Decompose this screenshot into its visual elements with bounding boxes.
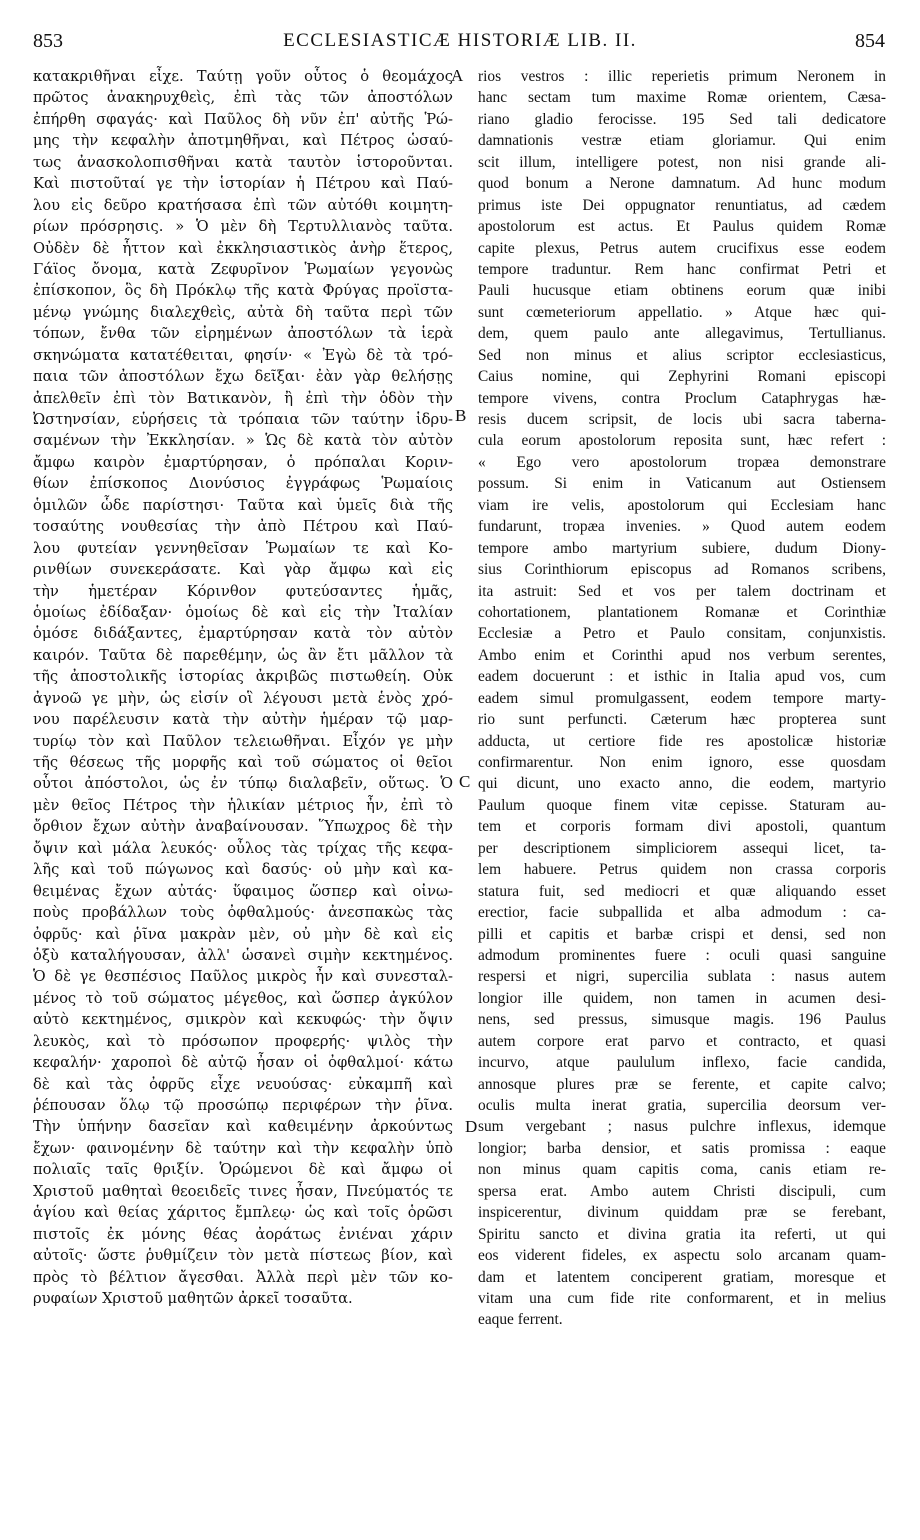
greek-text-line: ρυφαίων Χριστοῦ μαθητῶν ἀρκεῖ τοσαῦτα.	[33, 1289, 353, 1307]
latin-text-line: eadem simul promulgassent, eodem tempore marty-	[478, 689, 886, 707]
greek-text-line: πρὸς τὸ βέλτιον ἄγεσθαι. Ἀλλὰ περὶ μὲν τῶν κο-	[33, 1268, 453, 1286]
section-marker-c: C	[459, 772, 471, 791]
latin-text-line: Ecclesiæ a Petro et Paulo consitam, conjunxistis.	[478, 625, 886, 643]
latin-text-line: damnationis vestræ etiam gloriamur. Qui enim	[478, 132, 886, 150]
latin-text-line: eadem docuerunt : et isthic in Italia apud vos, cum	[478, 668, 886, 686]
right-page-number: 854	[855, 30, 885, 52]
greek-text-line: δὲ καὶ τὰς ὀφρῦς εἶχε νευούσας· εὐκαμπῆ καὶ	[33, 1075, 453, 1093]
greek-text-line: μένῳ γνώμης διαλεχθεὶς, αὐτὰ δὴ ταῦτα περὶ τῶν	[33, 303, 453, 321]
greek-text-line: νου παρέλευσιν κατὰ τὴν αὐτὴν ἡμέραν τῷ μαρ-	[33, 711, 453, 729]
latin-text-line: pilli et capitis et barbæ crispi et densi, sed non	[478, 925, 886, 943]
greek-text-line: πρῶτος ἀνακηρυχθεὶς, ἐπὶ τὰς τῶν ἀποστόλων	[33, 89, 453, 107]
greek-text-line: σκηνώματα κατατέθειται, φησίν· « Ἐγὼ δὲ τὰ τρό-	[33, 346, 453, 364]
greek-text-line: καιρόν. Ταῦτα δὲ παρεθέμην, ὡς ἂν ἔτι μᾶλλον τὰ	[33, 646, 453, 664]
greek-text-line: λῆς καὶ τοῦ πώγωνος καὶ δασύς· οὐ μὴν καὶ κα-	[33, 861, 453, 879]
greek-text-line: πολιαῖς ταῖς θριξίν. Ὁρώμενοι δὲ καὶ ἄμφω οἱ	[33, 1161, 453, 1179]
latin-text-line: sunt cœmeteriorum appellatio. » Atque hæc qui-	[478, 303, 886, 321]
latin-text-line: Sed non minus et alius scriptor ecclesiasticus,	[478, 346, 886, 364]
section-marker-d: D	[465, 1117, 478, 1136]
latin-text-line: eaque ferrent.	[478, 1311, 563, 1329]
greek-text-line: Καὶ πιστοῦταί γε τὴν ἱστορίαν ἡ Πέτρου καὶ Παύ-	[33, 175, 453, 193]
greek-text-column	[33, 66, 453, 1476]
latin-text-line: tempore vivens, contra Proclum Cataphrygas hæ-	[478, 389, 886, 407]
latin-text-line: quod bonum a Nerone damnatum. Ad hunc modum	[478, 175, 886, 193]
latin-text-line: rios vestros : illic reperietis primum Neronem in	[478, 68, 886, 85]
latin-text-line: tem et corporis formam divi apostoli, quantum	[478, 818, 886, 836]
greek-text-line: Χριστοῦ μαθηταὶ θεοειδεῖς τινες ἦσαν, Πνεύματός τε	[33, 1182, 453, 1200]
greek-text-line: Ὁ δὲ γε θεσπέσιος Παῦλος μικρὸς ἦν καὶ συνεσταλ-	[33, 968, 453, 986]
latin-text-line: nens, sed pressus, simusque magis. 196 Paulus	[478, 1011, 886, 1029]
latin-text-line: erectior, facie subpallida et alba admodum : ca-	[478, 904, 886, 922]
latin-text-line: Pauli hucusque etiam obtinens eorum quæ inibi	[478, 282, 886, 300]
greek-text-line: ὄρθιον ἔχων αὐτὴν ἀναβαίνουσαν. Ὕπωχρος δὲ τὴν	[33, 818, 453, 836]
latin-text-line: lem habuere. Petrus quidem non crassa corporis	[478, 861, 886, 879]
latin-text-line: longior; barba densior, et satis promissa : eaque	[478, 1139, 886, 1157]
greek-text-line: τῆς θέσεως τῆς μορφῆς καὶ τοῦ σώματος οἱ θεῖοι	[33, 754, 453, 771]
greek-text-line: τόπων, ἔνθα τῶν εἰρημένων ἀποστόλων τὰ ἱερὰ	[33, 325, 453, 343]
latin-text-line: confirmarentur. Non enim ignoro, esse quosdam	[478, 754, 886, 771]
greek-text-line: ῥέπουσαν ὅλῳ τῷ προσώπῳ περιφέρων τὴν ῥῖνα.	[33, 1097, 453, 1114]
latin-text-line: vitam una cum fide rite conformarent, et in melius	[478, 1289, 886, 1307]
greek-text-line: ἀγνοῶ γε μὴν, ὡς εἰσίν οἳ λέγουσι μετὰ ἑνὸς χρό-	[33, 689, 453, 707]
greek-text-line: ὄψιν καὶ μάλα λευκός· οὖλος τὰς τρίχας τῆς κεφα-	[33, 839, 453, 857]
latin-text-column	[478, 66, 886, 1476]
greek-text-line: λου φυτείαν γεννηθεῖσαν Ῥωμαίων τε καὶ Κο-	[33, 539, 453, 557]
latin-text-line: autem corpore erat parvo et contracto, et quasi	[478, 1032, 886, 1050]
page-header	[0, 30, 920, 64]
greek-text-line: κατακριθῆναι εἶχε. Ταύτῃ γοῦν οὗτος ὁ θεομάχος	[33, 68, 453, 85]
latin-text-line: sius Corinthiorum episcopus ad Romanos scribens,	[478, 561, 886, 579]
latin-text-line: dam et latentem conciperent gratiam, moresque et	[478, 1268, 886, 1286]
latin-text-line: inspicerentur, divinum quiddam præ se ferebant,	[478, 1204, 886, 1222]
latin-text-line: hanc sectam tum maxime Romæ orientem, Cæsa-	[478, 89, 886, 107]
greek-text-line: αὐτὸ κεκτημένος, σμικρὸν καὶ κεκυφώς· τὴν ὄψιν	[33, 1011, 453, 1029]
latin-text-line: per descriptionem simpliciorem assequi licet, ta-	[478, 839, 886, 857]
latin-text-line: cohortationem, plantationem Romanæ et Corinthiæ	[478, 603, 886, 621]
greek-text-line: σαμένων τὴν Ἐκκλησίαν. » Ὡς δὲ κατὰ τὸν αὐτὸν	[33, 432, 453, 450]
greek-text-line: ὁμοίως ἐδίδαξαν· ὁμοίως δὲ καὶ εἰς τὴν Ἰταλίαν	[33, 603, 453, 621]
latin-text-line: annosque plures præ se ferente, et capite calvo;	[478, 1075, 886, 1093]
greek-text-line: πιστοῖς ἐκ μόνης θέας ἀοράτως ἐνιέναι χάριν	[33, 1225, 453, 1243]
latin-text-line: ita astruit: Sed et vos per talem doctrinam et	[478, 582, 886, 600]
greek-text-line: ἔχων· φαινομένην δὲ ταύτην καὶ τὴν κεφαλὴν ὑπὸ	[33, 1139, 453, 1157]
greek-text-line: ρινθίων συνεκεράσατε. Καὶ γὰρ ἄμφω καὶ εἰς	[33, 561, 453, 579]
greek-text-line: ὁμιλῶν ὧδε παρίστησι· Ταῦτα καὶ ὑμεῖς διὰ τῆς	[33, 496, 453, 514]
latin-text-line: fundarunt, tropæa invenies. » Quod autem eodem	[478, 518, 886, 536]
greek-text-line: μης τὴν κεφαλὴν ἀποτμηθῆναι, καὶ Πέτρος ὡσαύ-	[33, 132, 453, 150]
section-marker-b: B	[455, 406, 467, 425]
latin-text-line: Paulum quoque finem vitæ cepisse. Staturam au-	[478, 796, 886, 814]
latin-text-line: « Ego vero apostolorum tropæa demonstrare	[478, 453, 886, 471]
latin-text-line: qui dicunt, uno exacto anno, die eodem, martyrio	[478, 775, 886, 793]
latin-text-line: adducta, ut certiore fide res apostolicæ historiæ	[478, 732, 886, 750]
latin-text-line: primus iste Dei oppugnator renuntiatus, ad cædem	[478, 196, 886, 214]
latin-text-line: incurvo, atque paululum inflexo, facie candida,	[478, 1054, 886, 1072]
greek-text-line: ἐπήρθη σφαγάς· καὶ Παῦλος δὴ νῦν ἐπ' αὐτῆς Ῥώ-	[33, 110, 453, 128]
latin-text-line: Ambo enim et Corinthi apud nos verbum serentes,	[478, 646, 886, 664]
greek-text-line: ὀφρῦς· καὶ ῥῖνα μακρὰν μὲν, οὐ μὴν δὲ καὶ εἰς	[33, 925, 453, 943]
greek-text-line: ἁγίου καὶ θείας χάριτος ἔμπλεῳ· ὡς καὶ τοῖς ὁρῶσι	[33, 1204, 453, 1222]
latin-text-line: riano gladio ferocisse. 195 Sed tali dedicatore	[478, 110, 886, 128]
latin-text-line: respersi et nigri, supercilia sublata : nasus autem	[478, 968, 886, 986]
latin-text-line: capite plexus, Petrus autem crucifixus esse eodem	[478, 239, 886, 257]
greek-text-line: ἄμφω καιρὸν ἐμαρτύρησαν, ὁ πρόπαλαι Κοριν-	[33, 453, 453, 471]
greek-text-line: τυρίῳ τὸν καὶ Παῦλον τελειωθῆναι. Εἶχόν γε μὴν	[33, 732, 453, 750]
latin-text-line: rio sunt perfuncti. Cæterum hæc propterea sunt	[478, 711, 886, 729]
greek-text-line: αὐτοῖς· ὥστε ῥυθμίζειν τὸν μετὰ πίστεως βίον, καὶ	[33, 1247, 453, 1265]
greek-text-line: Ὠστηνσίαν, εὑρήσεις τὰ τρόπαια τῶν ταύτην ἱδρυ-	[33, 411, 453, 428]
latin-text-line: possum. Si enim in Vaticanum aut Ostiensem	[478, 475, 886, 493]
latin-text-line: admodum prominentes fuere : oculi quasi sanguine	[478, 946, 886, 964]
greek-text-line: Οὐδὲν δὲ ἧττον καὶ ἐκκλησιαστικὸς ἀνὴρ ἕτερος,	[33, 239, 453, 257]
greek-text-line: οὗτοι ἀπόστολοι, ὡς ἐν τύπῳ διαλαβεῖν, οὕτως. Ὁ	[33, 775, 453, 793]
greek-text-line: μένος τὸ τοῦ σώματος μέγεθος, καὶ ὥσπερ ἀγκύλον	[33, 989, 453, 1007]
greek-text-line: θίων ἐπίσκοπος Διονύσιος ἐγγράφως Ῥωμαίοις	[33, 475, 453, 493]
greek-text-line: ποὺς προβάλλων τοὺς ὀφθαλμούς· ἀνεσπακὼς τὰς	[33, 904, 453, 922]
latin-text-line: viam ire velis, apostolorum qui Ecclesiam hanc	[478, 496, 886, 514]
latin-text-line: dem, quem paulo ante allegavimus, Tertullianus.	[478, 325, 886, 343]
greek-text-line: τοσαύτης νουθεσίας τὴν ἀπὸ Πέτρου καὶ Παύ-	[33, 518, 453, 536]
latin-text-line: scit illum, intelligere potest, non nisi grande ali-	[478, 153, 886, 171]
greek-text-line: λευκὸς, καὶ τὸ πρόσωπον προφερής· ψιλὸς τὴν	[33, 1032, 453, 1050]
greek-text-line: ἀπελθεῖν ἐπὶ τὸν Βατικανὸν, ἢ ἐπὶ τὴν ὁδὸν τὴν	[33, 389, 453, 407]
greek-text-line: κεφαλήν· χαροποὶ δὲ αὐτῷ ἦσαν οἱ ὀφθαλμοί· κάτω	[33, 1054, 453, 1072]
latin-text-line: spersa erat. Ambo autem Christi discipuli, cum	[478, 1182, 886, 1200]
greek-text-line: θειμένας ἔχων αὐτάς· ὕφαιμος ὥσπερ καὶ οἰνω-	[33, 882, 453, 900]
latin-text-line: tempore traduntur. Rem hanc confirmat Petri et	[478, 260, 886, 278]
greek-text-line: ἐπίσκοπον, ὃς δὴ Πρόκλῳ τῆς κατὰ Φρύγας προϊστα-	[33, 282, 453, 300]
latin-text-line: tempore ambo martyrium subiere, dudum Diony-	[478, 539, 886, 557]
latin-text-line: eos viderent fideles, ex aspectu solo arcanam quam-	[478, 1247, 886, 1265]
greek-text-line: Τὴν ὑπήνην δασεῖαν καὶ καθειμένην ἀρκούντως	[33, 1118, 453, 1136]
greek-text-line: ὀξὺ καταλήγουσαν, ἀλλ' ὡσανεὶ σιμὴν κεκτημένος.	[33, 946, 453, 964]
greek-text-line: ρίων πρόσρησις. » Ὁ μὲν δὴ Τερτυλλιανὸς ταῦτα.	[33, 218, 453, 236]
latin-text-line: Caius nomine, qui Zephyrini Romani episcopi	[478, 368, 886, 386]
latin-text-line: resis ducem scripsit, de locis ubi sacra taberna-	[478, 411, 886, 428]
greek-text-line: τὴν ἡμετέραν Κόρινθον φυτεύσαντες ἡμᾶς,	[33, 582, 453, 600]
latin-text-line: longior ille quidem, non tamen in acumen desi-	[478, 989, 886, 1007]
greek-text-line: παια τῶν ἀποστόλων ἔχω δεῖξαι· ἐὰν γὰρ θελήσῃς	[33, 368, 453, 386]
latin-text-line: statura fuit, sed mediocri et quæ aliquando esset	[478, 882, 886, 900]
greek-text-line: τῆς ἀποστολικῆς ἱστορίας ἀκριβῶς πιστωθείη. Οὐκ	[33, 668, 453, 686]
greek-text-line: λου εἰς δεῦρο κρατήσασα ἐπὶ τῶν αὐτόθι κοιμητη-	[33, 196, 453, 214]
greek-text-line: Γάϊος ὄνομα, κατὰ Ζεφυρῖνον Ῥωμαίων γεγονὼς	[33, 260, 453, 278]
latin-text-line: apostolorum est actus. Et Paulus quidem Romæ	[478, 218, 886, 236]
latin-text-line: cula eorum apostolorum reposita sunt, hæc refert :	[478, 432, 886, 450]
latin-text-line: non minus quam capitis coma, canis etiam re-	[478, 1161, 886, 1179]
greek-text-line: ὁμόσε διδάξαντες, ἐμαρτύρησαν κατὰ τὸν αὐτὸν	[33, 625, 453, 643]
greek-text-line: τως ἀνασκολοπισθῆναι κατὰ ταυτὸν ἱστοροῦνται.	[33, 153, 453, 171]
latin-text-line: sum vergebant ; nasus pulchre inflexus, idemque	[478, 1118, 886, 1136]
latin-text-line: Spiritu sancto et divina gratia ita referti, ut qui	[478, 1225, 886, 1243]
latin-text-line: oculis multa inerat gratia, supercilia deorsum ver-	[478, 1097, 886, 1114]
left-page-number: 853	[33, 30, 63, 52]
section-marker-a: A	[451, 66, 464, 85]
running-title: ECCLESIASTICÆ HISTORIÆ LIB. II.	[283, 30, 637, 51]
greek-text-line: μὲν θεῖος Πέτρος τὴν ἡλικίαν μέτριος ἦν, ἐπὶ τὸ	[33, 796, 453, 814]
